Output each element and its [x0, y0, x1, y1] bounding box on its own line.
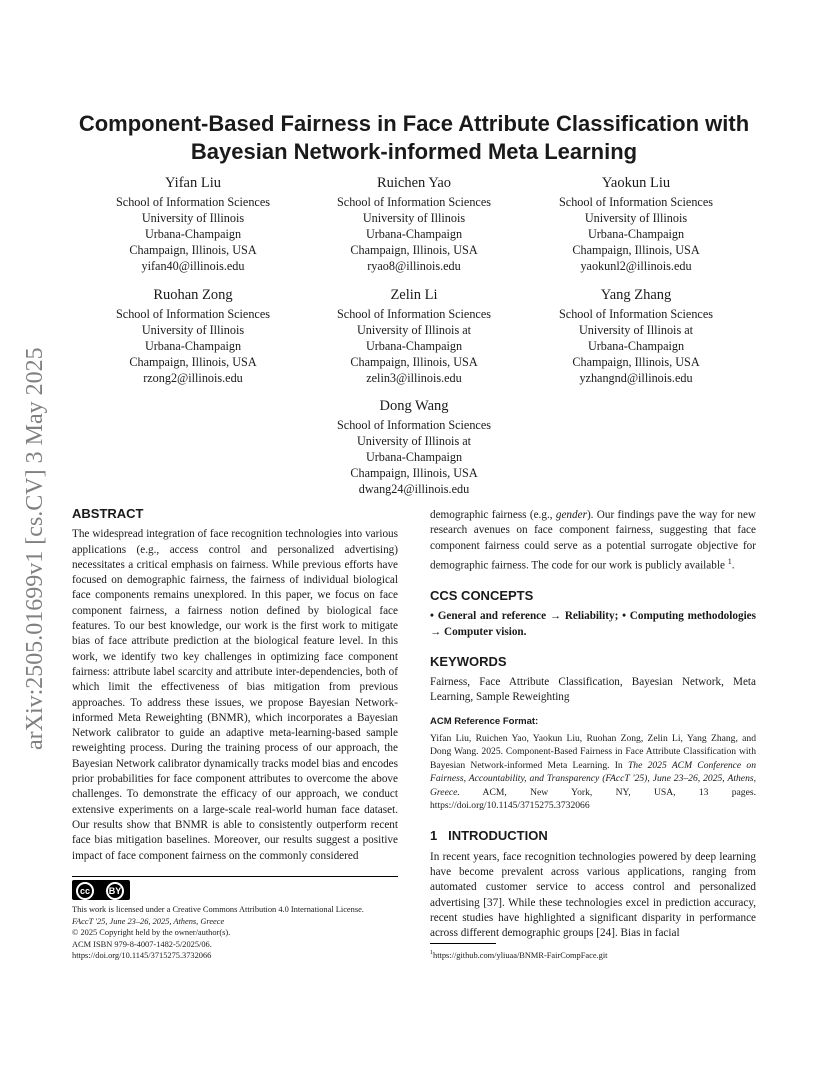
affiliation-line: Urbana-Champaign: [365, 450, 463, 464]
affiliation-line: Champaign, Illinois, USA: [129, 355, 257, 369]
affiliation-line: School of Information Sciences: [337, 307, 491, 321]
keywords-heading: KEYWORDS: [430, 653, 507, 669]
abstract-heading: ABSTRACT: [72, 506, 144, 521]
abstract-text: The widespread integration of face recognition technologies into various applications (e.g., access control and personalized advertising) necessitates a critical emphasis on fairness. While previous efforts have focused on demographic fairness, the fairness of individual biological face components remains unexplored. In this paper, we focus on face component fairness, a fairness notion defined by biological face features. To our best knowledge, our work is the first work to mitigate bias of face attribute prediction at the biological feature level. In this work, we identify two key challenges in optimizing face component fairness: attribute label scarcity and attribute inter-dependencies, both of which limit the effectiveness of bias mitigation from previous approaches. To address these issues, we propose Bayesian Network-informed Meta Reweighting (BNMR), which incorporates a Bayesian Network calibrator to guide an adaptive meta-learning-based sample reweighting process. During the training process of our approach, the Bayesian Network calibrator dynamically tracks model bias and encodes prior probabilities for face component attributes to overcome the above challenges. To demonstrate the efficacy of our approach, we conduct extensive experiments on a large-scale real-world human face dataset. Our results show that BNMR is able to consistently outperform recent face bias mitigation baselines. Moreover, our results suggest a positive impact of face component fairness on the commonly considered: [72, 528, 398, 862]
section-number: 1: [430, 828, 438, 844]
author-name: Zelin Li: [390, 287, 438, 303]
ccs-heading: CCS CONCEPTS: [430, 587, 534, 603]
cc-by-badge: [72, 880, 130, 900]
abstract-continued-text: demographic fairness (e.g.,: [430, 509, 556, 521]
author-email[interactable]: yaokunl2@illinois.edu: [580, 259, 692, 273]
ccs-text: • General and reference → Reliability; • Computing methodologies → Computer vision.: [430, 610, 756, 638]
footnote: [430, 948, 607, 961]
author-name: Ruohan Zong: [153, 287, 233, 303]
affiliation-line: University of Illinois at: [356, 434, 472, 448]
intro-text: In recent years, face recognition technologies powered by deep learning have become prevalent across various applications, ranging from automated customer service to access control and personalized advertising [37]. While these technologies excel in prediction accuracy, recent studies have highlighted a significant disparity in performance across different demographic groups [24]. Bias in facial: [430, 850, 756, 940]
affiliation-line: University of Illinois: [362, 211, 466, 225]
abstract-continued-text: ). Our findings pave the way for new research avenues on face component fairness, suggesting that face component fairness could serve as a potential surrogate objective for demographic fairness. The code for our work is publicly available: [430, 509, 756, 572]
license-divider: [72, 876, 398, 877]
title-line-2: Bayesian Network-informed Meta Learning: [190, 139, 638, 164]
affiliation-line: University of Illinois at: [578, 323, 694, 337]
author-block: [521, 286, 751, 386]
author-block: [521, 174, 751, 274]
author-name: Dong Wang: [379, 398, 449, 414]
affiliation-line: Urbana-Champaign: [144, 227, 242, 241]
intro-heading: [430, 828, 756, 843]
affiliation-line: Urbana-Champaign: [144, 339, 242, 353]
affiliation-line: School of Information Sciences: [559, 195, 713, 209]
footnote-link[interactable]: https://github.com/yliuaa/BNMR-FairCompFace.git: [433, 950, 608, 960]
abstract-continued: [430, 508, 756, 574]
author-name: Yang Zhang: [600, 287, 672, 303]
footnote-mark: 1: [430, 950, 433, 956]
right-column: [430, 508, 756, 942]
by-icon: BY: [106, 882, 124, 900]
abstract-continued-text: .: [731, 559, 735, 572]
author-block: [299, 286, 529, 386]
cc-icon: cc: [76, 882, 94, 900]
copyright-line: © 2025 Copyright held by the owner/author(s).: [72, 928, 231, 938]
acm-ref-venue: The 2025 ACM Conference on Fairness, Accountability, and Transparency (FAccT '25), June 23–26, 2025, Athens, Greece.: [430, 759, 756, 798]
acm-ref-body: ACM, New York, NY, USA, 13 pages. https://doi.org/10.1145/3715275.3732066: [430, 786, 756, 812]
affiliation-line: Urbana-Champaign: [365, 227, 463, 241]
affiliation-line: Champaign, Illinois, USA: [129, 243, 257, 257]
author-email[interactable]: ryao8@illinois.edu: [367, 259, 461, 273]
acm-ref-text: [430, 732, 756, 812]
footnote-divider: [430, 943, 496, 944]
doi-link[interactable]: https://doi.org/10.1145/3715275.3732066: [72, 951, 212, 961]
affiliation-line: School of Information Sciences: [337, 418, 491, 432]
section-title: INTRODUCTION: [448, 828, 548, 844]
author-name: Yaokun Liu: [601, 175, 671, 191]
affiliation-line: Urbana-Champaign: [365, 339, 463, 353]
affiliation-line: Champaign, Illinois, USA: [350, 243, 478, 257]
author-block: [78, 174, 308, 274]
acm-ref-heading: ACM Reference Format:: [430, 715, 539, 727]
affiliation-line: Champaign, Illinois, USA: [350, 466, 478, 480]
affiliation-line: School of Information Sciences: [337, 195, 491, 209]
affiliation-line: School of Information Sciences: [116, 195, 270, 209]
author-block: [299, 397, 529, 497]
author-email[interactable]: yifan40@illinois.edu: [141, 259, 245, 273]
affiliation-line: University of Illinois: [584, 211, 688, 225]
venue-line: FAccT '25, June 23–26, 2025, Athens, Greece: [72, 916, 225, 926]
author-name: Ruichen Yao: [376, 175, 452, 191]
license-block: [72, 904, 402, 962]
paper-title: [40, 110, 788, 166]
acm-ref-body: Yifan Liu, Ruichen Yao, Yaokun Liu, Ruohan Zong, Zelin Li, Yang Zhang, and Dong Wang. 2025. Component-Based Fairness in Face Attribute Classification with Bayesian Network-informed Meta Learning. In: [430, 733, 756, 771]
left-column: [72, 506, 398, 864]
arxiv-stamp: arXiv:2505.01699v1 [cs.CV] 3 May 2025: [22, 347, 48, 750]
affiliation-line: Urbana-Champaign: [587, 339, 685, 353]
keywords-text: Fairness, Face Attribute Classification, Bayesian Network, Meta Learning, Sample Reweighting: [430, 676, 756, 704]
license-line[interactable]: This work is licensed under a Creative Commons Attribution 4.0 International License.: [72, 905, 364, 914]
author-email[interactable]: yzhangnd@illinois.edu: [579, 371, 693, 385]
author-email[interactable]: dwang24@illinois.edu: [358, 482, 470, 496]
affiliation-line: Champaign, Illinois, USA: [572, 243, 700, 257]
title-line-1: Component-Based Fairness in Face Attribute Classification with: [78, 111, 750, 136]
author-name: Yifan Liu: [165, 175, 221, 191]
author-email[interactable]: zelin3@illinois.edu: [366, 371, 462, 385]
affiliation-line: School of Information Sciences: [116, 307, 270, 321]
affiliation-line: Champaign, Illinois, USA: [350, 355, 478, 369]
author-block: [78, 286, 308, 386]
isbn-line: ACM ISBN 979-8-4007-1482-5/2025/06.: [72, 939, 212, 949]
affiliation-line: University of Illinois: [141, 323, 245, 337]
affiliation-line: University of Illinois: [141, 211, 245, 225]
footnote-ref[interactable]: 1: [727, 556, 732, 566]
affiliation-line: Urbana-Champaign: [587, 227, 685, 241]
affiliation-line: Champaign, Illinois, USA: [572, 355, 700, 369]
affiliation-line: University of Illinois at: [356, 323, 472, 337]
author-email[interactable]: rzong2@illinois.edu: [143, 371, 243, 385]
gender-term: gender: [555, 509, 587, 521]
author-block: [299, 174, 529, 274]
affiliation-line: School of Information Sciences: [559, 307, 713, 321]
